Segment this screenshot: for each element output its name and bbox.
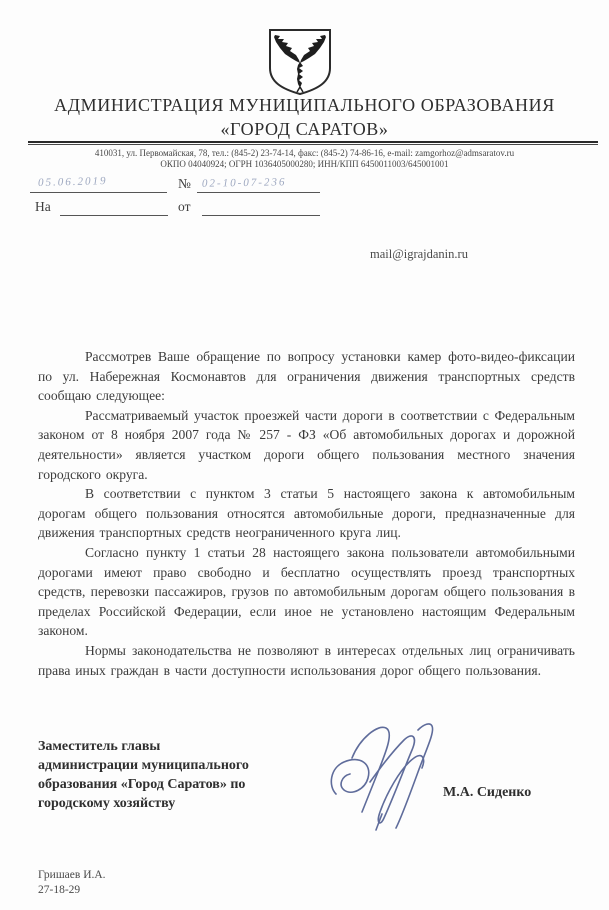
ot-label: от: [178, 199, 191, 214]
letterhead-contacts: [0, 148, 609, 170]
date-number-row: [30, 175, 370, 195]
handwritten-number: 02-10-07-236: [201, 176, 287, 190]
executor-block: [38, 868, 106, 897]
signer-position: [38, 737, 348, 813]
handwritten-date: 05.06.2019: [37, 175, 108, 189]
contact-line1: 410031, ул. Первомайская, 78, тел.: (845-2) 23-74-14, факс: (845-2) 74-86-16, e-mail: zamgorhoz@admsaratov.ru: [94, 148, 515, 158]
signer-position-line: образования «Город Саратов» по: [38, 777, 246, 792]
signature-icon: [322, 716, 462, 838]
na-ot-row: [30, 197, 370, 219]
signer-name: М.А. Сиденко: [443, 785, 532, 800]
org-name-line1: АДМИНИСТРАЦИЯ МУНИЦИПАЛЬНОГО ОБРАЗОВАНИЯ: [54, 95, 555, 115]
na-underline: [60, 197, 168, 216]
body-paragraph: В соответствии с пунктом 3 статьи 5 настоящего закона к автомобильным дорогам общего пользования относятся автомобильные дороги, предназначенные для движения транспортных средств неограниченного круга лиц.: [38, 486, 575, 541]
number-sign-label: №: [178, 176, 191, 191]
letter-body: [38, 347, 575, 680]
recipient-email: mail@igrajdanin.ru: [370, 247, 468, 261]
body-paragraph: Нормы законодательства не позволяют в интересах отдельных лиц ограничивать права иных граждан в части доступности использования дорог общего пользования.: [38, 642, 575, 678]
letterhead-divider: [28, 141, 598, 145]
executor-name: Гришаев И.А.: [38, 869, 106, 881]
signer-position-line: администрации муниципального: [38, 758, 249, 773]
executor-phone: 27-18-29: [38, 883, 81, 896]
signer-position-line: Заместитель главы: [38, 739, 161, 754]
coat-of-arms-icon: [267, 28, 333, 96]
handwritten-signature-icon: [322, 716, 462, 838]
body-paragraph: Согласно пункту 1 статьи 28 настоящего закона пользователи автомобильными дорогами имеют право свободно и бесплатно осуществлять проезд транспортных средств, перевозки пассажиров, грузов по автомобильным дорогам общего пользования в пределах Российской Федерации, если иное не установлено настоящим Федеральным законом.: [38, 544, 575, 639]
ot-underline: [202, 197, 320, 216]
org-name: [0, 93, 609, 141]
contact-line2: ОКПО 04040924; ОГРН 1036405000280; ИНН/КПП 6450011003/645001001: [160, 159, 449, 169]
body-paragraph: Рассмотрев Ваше обращение по вопросу установки камер фото-видео-фиксации по ул. Набережная Космонавтов для ограничения движения транспортных средств сообщаю следующее:: [38, 349, 575, 404]
reference-block: [30, 175, 370, 219]
org-name-line2: «ГОРОД САРАТОВ»: [220, 119, 389, 139]
na-label: На: [35, 199, 51, 214]
saratov-shield-icon: [267, 28, 333, 96]
body-paragraph: Рассматриваемый участок проезжей части дороги в соответствии с Федеральным законом от 8 ноября 2007 года № 257 - ФЗ «Об автомобильных дорогах и дорожной деятельности» является участком дороги общего пользования местного значения городского округа.: [38, 407, 575, 482]
signer-position-line: городскому хозяйству: [38, 796, 176, 811]
